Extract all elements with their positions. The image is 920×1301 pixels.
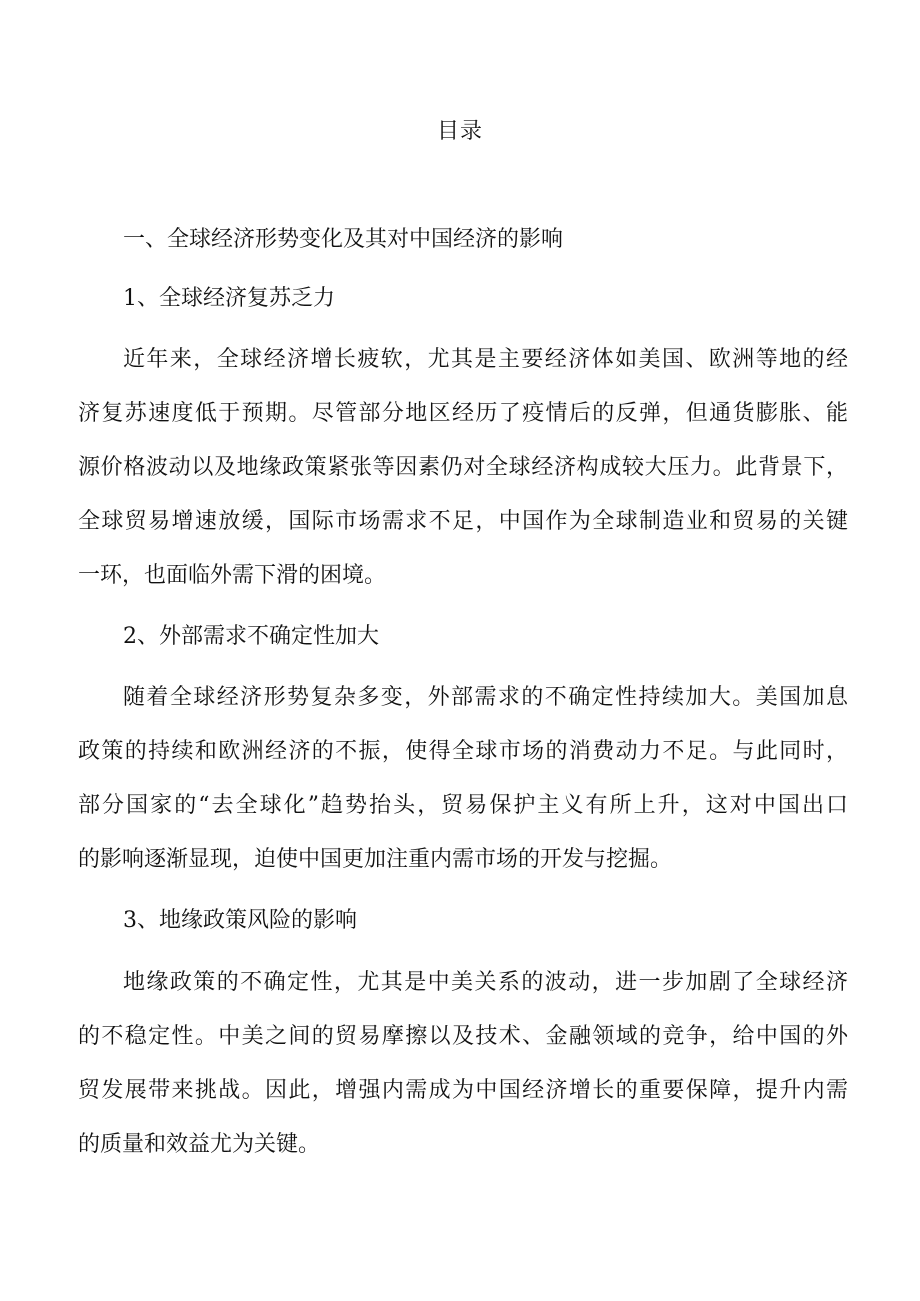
subsection-heading-3: 3、地缘政策风险的影响 — [123, 908, 357, 933]
paragraph-line: 近年来，全球经济增长疲软，尤其是主要经济体如美国、欧洲等地的经 — [123, 347, 848, 372]
paragraph-line: 的质量和效益尤为关键。 — [78, 1132, 321, 1157]
paragraph-line: 全球贸易增速放缓，国际市场需求不足，中国作为全球制造业和贸易的关键 — [78, 509, 848, 534]
paragraph-line: 随着全球经济形势复杂多变，外部需求的不确定性持续加大。美国加息 — [123, 685, 848, 710]
section-heading: 一、全球经济形势变化及其对中国经济的影响 — [123, 227, 564, 252]
paragraph-line: 源价格波动以及地缘政策紧张等因素仍对全球经济构成较大压力。此背景下， — [78, 455, 848, 480]
paragraph-line: 政策的持续和欧洲经济的不振，使得全球市场的消费动力不足。与此同时， — [78, 739, 848, 764]
paragraph-line: 部分国家的“去全球化”趋势抬头，贸易保护主义有所上升，这对中国出口 — [78, 793, 848, 818]
paragraph-line: 一环，也面临外需下滑的困境。 — [78, 563, 387, 588]
paragraph-3 — [78, 956, 848, 1172]
paragraph-1 — [78, 333, 848, 603]
paragraph-line: 地缘政策的不确定性，尤其是中美关系的波动，进一步加剧了全球经济 — [123, 970, 848, 995]
paragraph-2 — [78, 671, 848, 887]
paragraph-line: 的影响逐渐显现，迫使中国更加注重内需市场的开发与挖掘。 — [78, 847, 673, 872]
subsection-heading-1: 1、全球经济复苏乏力 — [123, 286, 335, 311]
page-title: 目录 — [436, 119, 483, 144]
paragraph-line: 济复苏速度低于预期。尽管部分地区经历了疫情后的反弹，但通货膨胀、能 — [78, 401, 848, 426]
paragraph-line: 的不稳定性。中美之间的贸易摩擦以及技术、金融领域的竞争，给中国的外 — [78, 1024, 848, 1049]
subsection-heading-2: 2、外部需求不确定性加大 — [123, 624, 379, 649]
paragraph-line: 贸发展带来挑战。因此，增强内需成为中国经济增长的重要保障，提升内需 — [78, 1078, 848, 1103]
